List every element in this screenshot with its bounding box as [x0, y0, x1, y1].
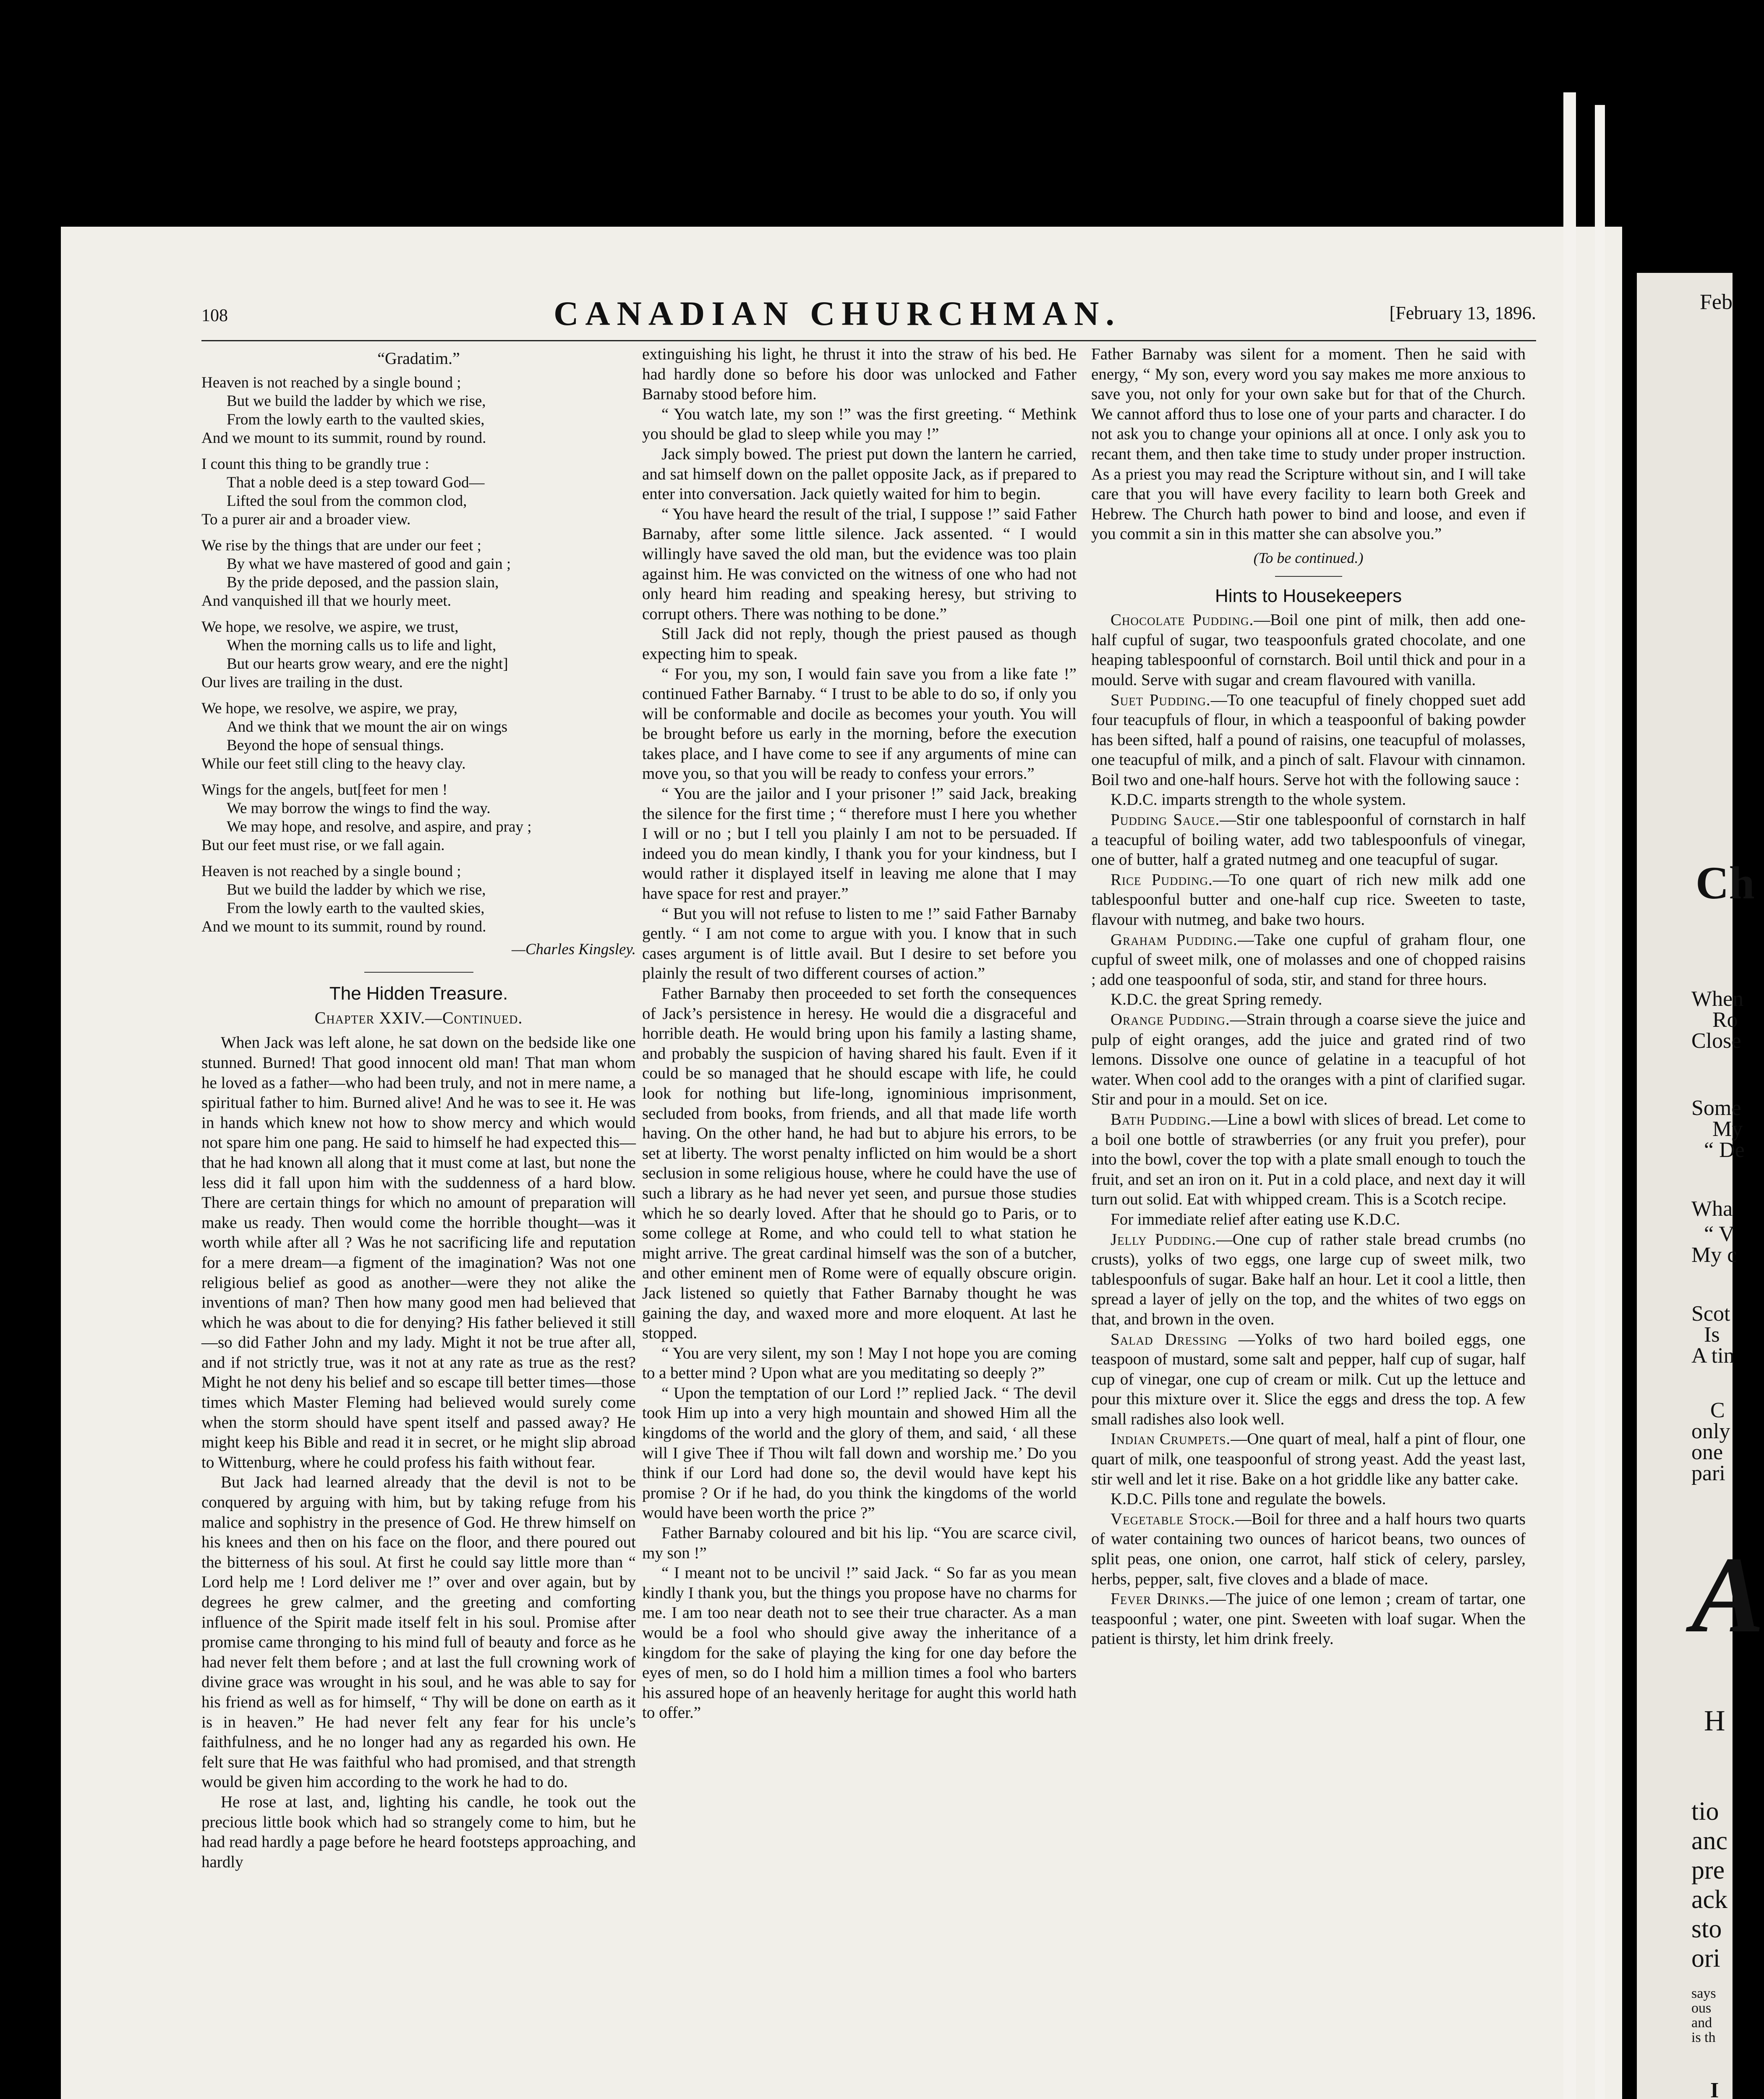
- story-paragraph: Father Barnaby then proceeded to set forth the consequences of Jack’s persistence in heresy. He would die a disgraceful and horrible death. He would bring upon his family a lasting shame, and probably the suspicion of having shared his fault. Even if it could be so managed that he should escape with life, he could look for nothing but life-long, ignominious imprisonment, secluded from books, from friends, and all that made life worth having. On the other hand, he had but to abjure his errors, to be set at liberty. The worst penalty inflicted on him would be a short seclusion in some religious house, where he could have the use of such a library as he had never yet seen, and pursue those studies which he so dearly loved. After that he should go to Paris, or to some college at Rome, and who could tell to what station he might arrive. The great cardinal himself was the son of a butcher, and other eminent men of Rome were of equally obscure origin. Jack listened so quietly that Father Barnaby thought he was gaining the day, and waxed more and more eloquent. At last he stopped.: [642, 984, 1077, 1343]
- column-2: [642, 344, 1077, 1723]
- hint-heading: Pudding Sauce.: [1111, 811, 1220, 829]
- poem-line: That a noble deed is a step toward God—: [227, 474, 485, 491]
- hint-item: [1091, 1230, 1526, 1330]
- hint-text: —Line a bowl with slices of bread. Let come to a boil one bottle of strawberries (or any fruit you prefer), pour into the bowl, cover the top with a plate small enough to touch the fruit, and set an iron on it. Put in a cold place, and next day it will turn out solid. Eat with whipped cream. This is a Scotch recipe.: [1091, 1110, 1526, 1209]
- edge-fragment: H: [1704, 1705, 1725, 1737]
- story-paragraph: Jack simply bowed. The priest put down the lantern he carried, and sat himself down on the pallet opposite Jack, as if prepared to enter into conversation. Jack quietly waited for him to begin.: [642, 445, 1077, 503]
- poem-line: Heaven is not reached by a single bound ;: [201, 862, 461, 880]
- hint-text: K.D.C. imparts strength to the whole system.: [1111, 790, 1406, 809]
- hint-item: [1091, 1589, 1526, 1649]
- story-paragraph: extinguishing his light, he thrust it into the straw of his bed. He had hardly done so before his door was unlocked and Father Barnaby stood before him.: [642, 345, 1077, 403]
- story-text-col1: [201, 1033, 636, 1872]
- poem-attribution: —Charles Kingsley.: [511, 940, 636, 958]
- to-be-continued: (To be continued.): [1253, 549, 1364, 566]
- edge-fragment: C: [1710, 1398, 1725, 1422]
- hint-item: [1091, 1330, 1526, 1429]
- edge-fragment: Is: [1704, 1323, 1720, 1347]
- edge-fragment: Some: [1691, 1096, 1741, 1120]
- story-paragraph: He rose at last, and, lighting his candle, he took out the precious little book which had so strangely come to him, but he had read hardly a page before he heard footsteps approaching, and hardly: [201, 1793, 636, 1871]
- edge-fragment: I: [1710, 2078, 1719, 2099]
- hint-heading: Graham Pudding.: [1111, 930, 1238, 949]
- edge-fragment: says: [1691, 1986, 1716, 2001]
- edge-fragment: ack: [1691, 1885, 1728, 1914]
- poem-line: We may borrow the wings to find the way.: [227, 799, 491, 817]
- poem-line: By what we have mastered of good and gain ;: [227, 555, 511, 573]
- poem-line: From the lowly earth to the vaulted skies,: [227, 411, 485, 428]
- hint-heading: Fever Drinks.: [1111, 1590, 1210, 1608]
- hint-text: K.D.C. Pills tone and regulate the bowels.: [1111, 1490, 1386, 1508]
- poem-line: We hope, we resolve, we aspire, we trust,: [201, 618, 459, 636]
- hint-item: [1091, 1209, 1526, 1230]
- edge-fragment: My c: [1691, 1243, 1737, 1267]
- story-paragraph: “ You are very silent, my son ! May I not hope you are coming to a better mind ? Upon what are you meditating so deeply ?”: [642, 1344, 1077, 1382]
- edge-fragment: is th: [1691, 2030, 1716, 2045]
- poem-title: “Gradatim.”: [377, 349, 460, 368]
- poem-stanza: [201, 862, 636, 936]
- hint-heading: Bath Pudding.: [1111, 1110, 1211, 1128]
- hint-item: [1091, 790, 1526, 810]
- hint-text: —Boil for three and a half hours two quarts of water containing two ounces of haricot beans, two ounces of split peas, one onion, one carrot, half stick of celery, parsley, herbs, pepper, salt, five cloves and a blade of mace.: [1091, 1510, 1526, 1588]
- story-paragraph: “ Upon the temptation of our Lord !” replied Jack. “ The devil took Him up into a very high mountain and showed Him all the kingdoms of the world and the glory of them, and said, ‘ all these will I give Thee if Thou wilt fall down and worship me.’ Do you think if our Lord had done so, the devil would have kept his promise ? Or if he had, do you think the kingdoms of the world would have been worth the price ?”: [642, 1384, 1077, 1522]
- masthead: CANADIAN CHURCHMAN.: [554, 294, 1121, 332]
- story-paragraph: “ But you will not refuse to listen to me !” said Father Barnaby gently. “ I am not come to argue with you. I know that in such cases argument is of little avail. But I desire to set before you plainly the result of two different courses of action.”: [642, 904, 1077, 983]
- edge-fragment: sto: [1691, 1915, 1722, 1943]
- binding-shadow: [1563, 92, 1576, 2099]
- edge-fragment: Ch: [1696, 857, 1755, 908]
- hint-item: [1091, 690, 1526, 790]
- section-divider: [1275, 576, 1342, 577]
- hint-heading: Vegetable Stock.: [1111, 1510, 1235, 1528]
- poem-stanza: [201, 781, 636, 855]
- story-paragraph: “ For you, my son, I would fain save you from a like fate !” continued Father Barnaby. “ I trust to be able to do so, if only you will be conformable and docile as becomes your youth. You will be brought before us early in the morning, before the execution takes place, and I have come to see if any arguments of mine can move you, so that you will be ready to confess your errors.”: [642, 665, 1077, 783]
- poem-line: But our feet must rise, or we fall again.: [201, 836, 445, 854]
- edge-fragment: anc: [1691, 1827, 1728, 1855]
- edge-fragment: “ De: [1704, 1138, 1745, 1162]
- poem-line: We hope, we resolve, we aspire, we pray,: [201, 699, 458, 717]
- story-text-col2: [642, 344, 1077, 1723]
- hint-heading: Orange Pudding.: [1111, 1010, 1230, 1029]
- poem-line: To a purer air and a broader view.: [201, 510, 411, 528]
- poem-line: And we think that we mount the air on wings: [227, 718, 507, 735]
- hint-text: —The juice of one lemon ; cream of tartar, one teaspoonful ; water, one pint. Sweeten with loaf sugar. When the patient is thirsty, let him drink freely.: [1091, 1590, 1526, 1648]
- edge-fragment: and: [1691, 2015, 1712, 2031]
- poem-line: But our hearts grow weary, and ere the night]: [227, 655, 508, 673]
- story-paragraph: “ You have heard the result of the trial, I suppose !” said Father Barnaby, after some little silence. Jack assented. “ I would willingly have saved the old man, but the evidence was too plain against him. He was convicted on the witness of one who had not only heard him reading and speaking heresy, but striving to corrupt others. There was nothing to be done.”: [642, 505, 1077, 623]
- hints-list: [1091, 610, 1526, 1649]
- edge-fragment: “ V: [1704, 1222, 1735, 1246]
- column-3: [1091, 344, 1526, 1649]
- edge-fragment: one: [1691, 1440, 1723, 1464]
- hint-heading: Salad Dressing: [1111, 1330, 1228, 1348]
- poem-line: By the pride deposed, and the passion slain,: [227, 573, 499, 591]
- poem-stanza: [201, 455, 636, 529]
- header-rule: [201, 340, 1536, 341]
- hint-text: K.D.C. the great Spring remedy.: [1111, 990, 1322, 1009]
- poem-line: And vanquished ill that we hourly meet.: [201, 592, 451, 610]
- edge-fragment: ous: [1691, 2000, 1712, 2016]
- edge-fragment: A tin: [1691, 1344, 1735, 1368]
- hint-text: —Strain through a coarse sieve the juice and pulp of eight oranges, add the juice and grated rind of two lemons. Dissolve one ounce of gelatine in a teacupful of hot water. When cool add to the oranges with a pint of clarified sugar. Stir and pour in a mould. Set on ice.: [1091, 1010, 1526, 1109]
- hint-text: —Yolks of two hard boiled eggs, one teaspoon of mustard, some salt and pepper, half cup of sugar, half cup of vinegar, one cup of cream or milk. Cut up the lettuce and pour this mixture over it. Slice the eggs and dress the top. A few small radishes also look well.: [1091, 1330, 1526, 1428]
- poem-line: Lifted the soul from the common clod,: [227, 492, 467, 510]
- edge-fragment: pari: [1691, 1461, 1725, 1485]
- poem-line: When the morning calls us to life and light,: [227, 636, 497, 654]
- hint-text: For immediate relief after eating use K.D.C.: [1111, 1210, 1400, 1228]
- story-title: The Hidden Treasure.: [329, 983, 508, 1004]
- hint-heading: Suet Pudding.: [1111, 691, 1211, 709]
- poem-stanza: [201, 699, 636, 773]
- hint-text: —Take one cupful of graham flour, one cupful of sweet milk, one of molasses and one of chopped raisins ; add one teaspoonful of soda, stir, and stand for three hours.: [1091, 930, 1526, 989]
- story-paragraph: Father Barnaby coloured and bit his lip. “You are scarce civil, my son !”: [642, 1524, 1077, 1562]
- poem-line: From the lowly earth to the vaulted skies,: [227, 899, 485, 917]
- hint-heading: Rice Pudding.: [1111, 870, 1213, 889]
- edge-fragment: A: [1691, 1534, 1764, 1655]
- issue-date: [February 13, 1896.: [1389, 303, 1536, 323]
- adjacent-page-edge: [1637, 273, 1764, 2099]
- poem-body: [201, 374, 636, 936]
- poem-line: But we build the ladder by which we rise,: [227, 392, 486, 410]
- hint-text: —To one teacupful of finely chopped suet add four teacupfuls of flour, in which a teaspoonful of baking powder has been sifted, half a pound of raisins, one teacupful of molasses, one teacupful of milk, and a pinch of salt. Flavour with cinnamon. Boil two and one-half hours. Serve hot with the following sauce :: [1091, 691, 1526, 789]
- hint-text: —One cup of rather stale bread crumbs (no crusts), yolks of two eggs, one large cup of sweet milk, two tablespoonfuls of sugar. Bake half an hour. Let it cool a little, then spread a layer of jelly on the top, and the whites of two eggs on that, and brown in the oven.: [1091, 1230, 1526, 1328]
- hint-item: [1091, 989, 1526, 1010]
- hint-text: —Stir one tablespoonful of cornstarch in half a teacupful of boiling water, add two tablespoonfuls of vinegar, one of butter, half a grated nutmeg and one teacupful of sugar.: [1091, 811, 1526, 869]
- edge-fragment: When: [1691, 987, 1744, 1011]
- edge-fragment: Scot: [1691, 1302, 1730, 1326]
- hint-item: [1091, 1489, 1526, 1509]
- story-paragraph: “ I meant not to be uncivil !” said Jack. “ So far as you mean kindly I thank you, but the things you propose have no charms for me. I am too near death not to see their true character. As a man would be a fool who should give away the inheritance of a kingdom for the sake of playing the king for one day before the eyes of men, so do I hold him a million times a fool who barters his assured hope of an heavenly heritage for aught this world hath to offer.”: [642, 1564, 1077, 1722]
- hint-text: —Boil one pint of milk, then add one-half cupful of sugar, two teaspoonfuls grated chocolate, and one heaping tablespoonful of cornstarch. Boil until thick and pour in a mould. Serve with sugar and cream flavoured with vanilla.: [1091, 611, 1526, 689]
- edge-fragment: Ro: [1712, 1008, 1738, 1032]
- poem-line: And we mount to its summit, round by round.: [201, 429, 486, 447]
- poem-stanza: [201, 537, 636, 610]
- edge-fragment: ori: [1691, 1944, 1720, 1973]
- poem-line: Wings for the angels, but[feet for men !: [201, 781, 448, 798]
- story-paragraph: But Jack had learned already that the devil is not to be conquered by arguing with him, but by taking refuge from his malice and sophistry in the presence of God. He threw himself on his knees and then on his face on the floor, and there poured out the bitterness of his soul. At first he could say little more than “ Lord help me ! Lord deliver me !” over and over again, but by degrees he grew calmer, and the greeting and comforting influence of the Spirit made itself felt in his soul. Promise after promise came thronging to his mind full of beauty and force as he had never felt them before ; and at last the full crowning work of divine grace was wrought in his soul, and he was able to say for his friend as well as for himself, “ Thy will be done on earth as it is in heaven.” He had never felt any fear for his uncle’s faithfulness, and he no longer had any as regarded his own. He felt sure that He was faithful who had promised, and that strength would be given him according to the work he had to do.: [201, 1473, 636, 1791]
- edge-fragment: tio: [1691, 1797, 1719, 1826]
- hint-text: —To one quart of rich new milk add one tablespoonful butter and one-half cup rice. Sweeten to taste, flavour with nutmeg, and bake two hours.: [1091, 870, 1526, 929]
- edge-fragment: Wha: [1691, 1197, 1733, 1221]
- section-divider: [364, 972, 473, 973]
- poem-line: I count this thing to be grandly true :: [201, 455, 429, 473]
- hints-title: Hints to Housekeepers: [1215, 585, 1402, 606]
- edge-fragment: My: [1712, 1117, 1743, 1141]
- column-1: [201, 344, 636, 1872]
- page-number: 108: [201, 306, 228, 325]
- poem-stanza: [201, 374, 636, 448]
- poem-line: And we mount to its summit, round by round.: [201, 918, 486, 935]
- poem-line: But we build the ladder by which we rise,: [227, 881, 486, 898]
- hint-item: [1091, 870, 1526, 930]
- hint-item: [1091, 810, 1526, 870]
- hint-heading: Indian Crumpets.: [1111, 1430, 1231, 1448]
- hint-item: [1091, 610, 1526, 690]
- hint-item: [1091, 1010, 1526, 1110]
- edge-fragment: pre: [1691, 1856, 1725, 1884]
- page-header: [139, 290, 1536, 340]
- poem-line: We may hope, and resolve, and aspire, and pray ;: [227, 818, 532, 835]
- story-paragraph: Father Barnaby was silent for a moment. Then he said with energy, “ My son, every word you say makes me more anxious to save you, not only for your own sake but for that of the Church. We cannot afford thus to lose one of your parts and character. I do not ask you to change your opinions all at once. I only ask you to recant them, and then take time to study under proper instruction. As a priest you may read the Scripture without sin, and I will take care that you will have every facility to learn both Greek and Hebrew. The Church hath power to bind and loose, and even if you commit a sin in this matter she can absolve you.”: [1091, 345, 1526, 543]
- hint-heading: Chocolate Pudding.: [1111, 611, 1254, 629]
- edge-fragment: Feb: [1700, 290, 1733, 314]
- hint-item: [1091, 1509, 1526, 1589]
- edge-fragment: only: [1691, 1419, 1730, 1443]
- edge-fragment: Close: [1691, 1029, 1741, 1053]
- story-paragraph: “ You are the jailor and I your prisoner !” said Jack, breaking the silence for the first time ; “ therefore must I here you whether I will or no ; but I tell you plainly I am not to be persuaded. If indeed you do mean kindly, I thank you for your kindness, but I would rather it displayed itself in leaving me alone that I may have space for rest and prayer.”: [642, 785, 1077, 903]
- poem-line: Beyond the hope of sensual things.: [227, 736, 444, 754]
- hint-item: [1091, 930, 1526, 990]
- binding-shadow: [1595, 105, 1605, 2099]
- hint-heading: Jelly Pudding.: [1111, 1230, 1216, 1248]
- hint-item: [1091, 1110, 1526, 1209]
- hint-item: [1091, 1429, 1526, 1489]
- story-paragraph: “ You watch late, my son !” was the first greeting. “ Methink you should be glad to sleep while you may !”: [642, 405, 1077, 443]
- poem-line: We rise by the things that are under our feet ;: [201, 537, 481, 554]
- story-text-col3: [1091, 344, 1526, 544]
- poem-stanza: [201, 618, 636, 692]
- hint-text: —One quart of meal, half a pint of flour, one quart of milk, one teaspoonful of strong yeast. Add the yeast last, stir well and let it rise. Bake on a hot griddle like any batter cake.: [1091, 1430, 1526, 1488]
- poem-line: While our feet still cling to the heavy clay.: [201, 755, 466, 772]
- poem-line: Our lives are trailing in the dust.: [201, 673, 403, 691]
- chapter-heading: Chapter XXIV.—Continued.: [314, 1008, 523, 1027]
- story-paragraph: Still Jack did not reply, though the priest paused as though expecting him to speak.: [642, 625, 1077, 663]
- story-paragraph: When Jack was left alone, he sat down on the bedside like one stunned. Burned! That good innocent old man! That man whom he loved as a father—who had been truly, and not in mere name, a spiritual father to him. Burned alive! And he was to see it. He was in hands which knew not how to show mercy and which would not spare him one pang. He said to himself he had expected this—that he had known all along that it must come at last, but none the less did it fall upon him with the suddenness of a hard blow. There are certain things for which no amount of preparation will make us ready. Then would come the horrible thought—was it worth while after all ? Was he not sacrificing life and reputation for a mere dream—a figment of the imagination? Was not one religious belief as good as another—were they not alike the inventions of man? Then how many good men had believed that which he was about to die for denying? His father believed it still—so did Father John and my lady. Might it not be true after all, and if not strictly true, was it not at any rate as true as the rest? Might he not deny his belief and so escape till better times—those times which Master Fleming had believed would surely come when the storm should have spent itself and passed away? He might keep his Bible and read it in secret, or he might slip abroad to Wittenburg, where he could profess his faith without fear.: [201, 1034, 636, 1471]
- poem-line: Heaven is not reached by a single bound ;: [201, 374, 461, 391]
